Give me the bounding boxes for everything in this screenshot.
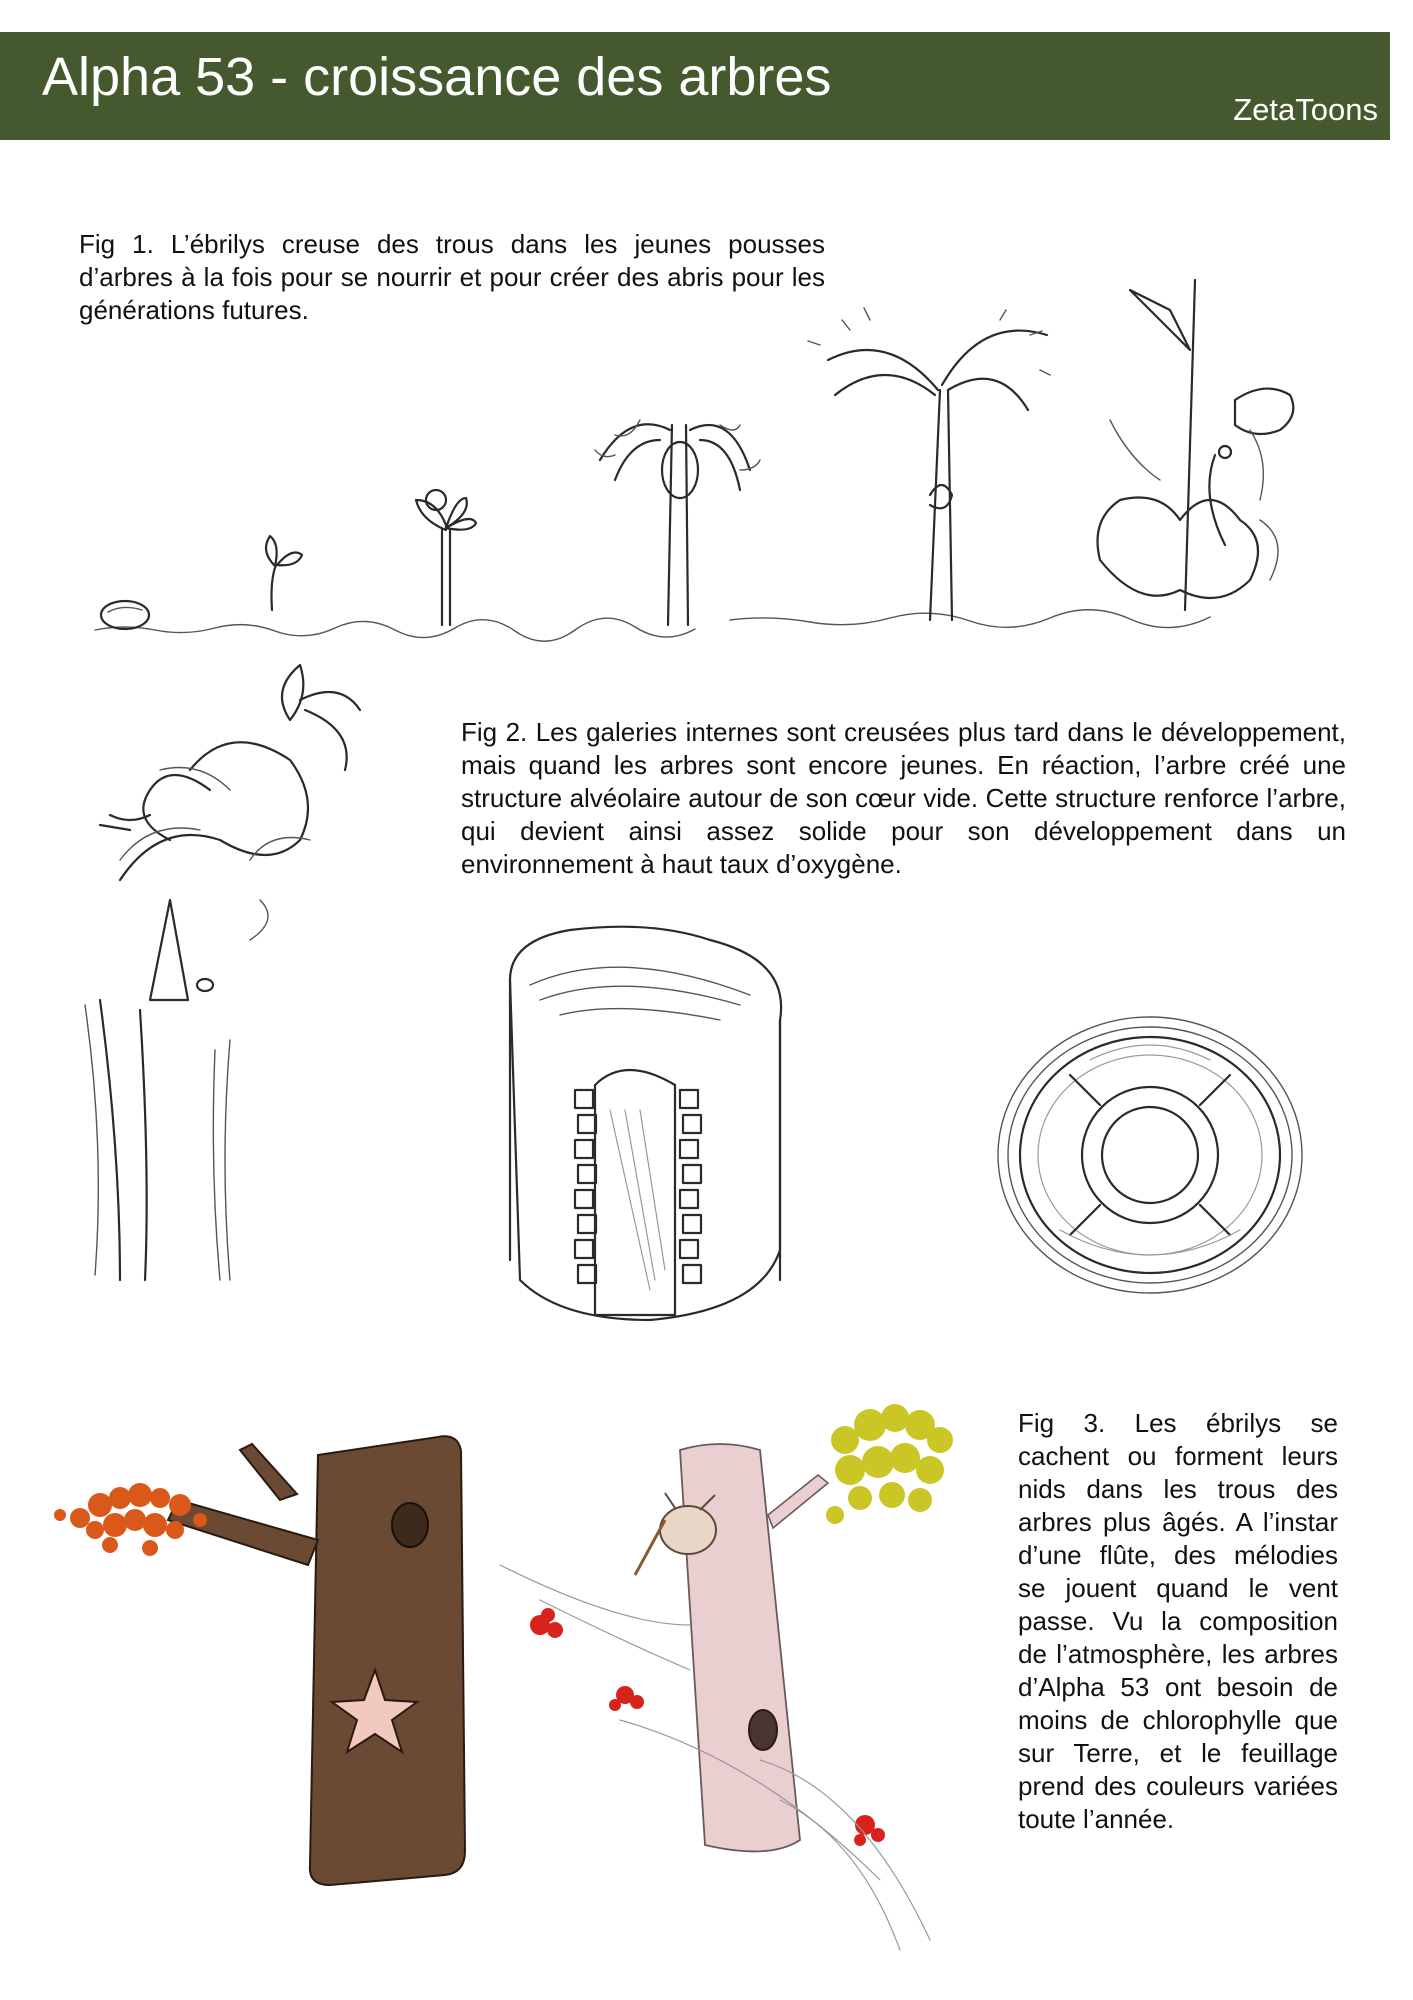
sprout-sketch xyxy=(266,536,302,610)
small-plant-sketch xyxy=(416,490,476,625)
fig2-cross-section-top xyxy=(998,1017,1302,1293)
fig3-pink-tree xyxy=(500,1404,953,1950)
fig1-growth-sequence xyxy=(95,280,1293,641)
yellow-foliage xyxy=(826,1404,953,1524)
brand-name: ZetaToons xyxy=(1233,92,1378,127)
fig2-creature-on-tree xyxy=(85,665,360,1280)
fig2-caption: Fig 2. Les galeries internes sont creusées plus tard dans le développement, mais quand les arbres sont encore jeunes. En réaction, l’arbre créé une structure alvéolaire autour de son cœur vide. Cette structure renforce l’arbre, qui devient ainsi assez solide pour son développement dans un environnement à haut taux d’oxygène. xyxy=(461,717,1346,879)
fig2-cross-section-side xyxy=(510,927,781,1320)
young-tree-sketch xyxy=(595,420,760,625)
creature-sketch xyxy=(1098,280,1294,610)
page-title: Alpha 53 - croissance des arbres xyxy=(42,47,832,107)
tall-tree-sketch xyxy=(808,308,1050,620)
seed-sketch xyxy=(101,601,149,629)
fig3-brown-tree xyxy=(54,1436,465,1885)
fig3-caption: Fig 3. Les ébrilys se cachent ou forment leurs nids dans les trous des arbres plus âgés. A l’instar d’une flûte, des mélodies se jouent quand le vent passe. Vu la composition de l’atmosphère, les arbres d’Alpha 53 ont besoin de moins de chlorophylle que sur Terre, et le feuillage prend des couleurs variées toute l’année. xyxy=(1018,1408,1338,1834)
fig1-caption: Fig 1. L’ébrilys creuse des trous dans les jeunes pousses d’arbres à la fois pour se nourrir et pour créer des abris pour les générations futures. xyxy=(79,229,825,325)
